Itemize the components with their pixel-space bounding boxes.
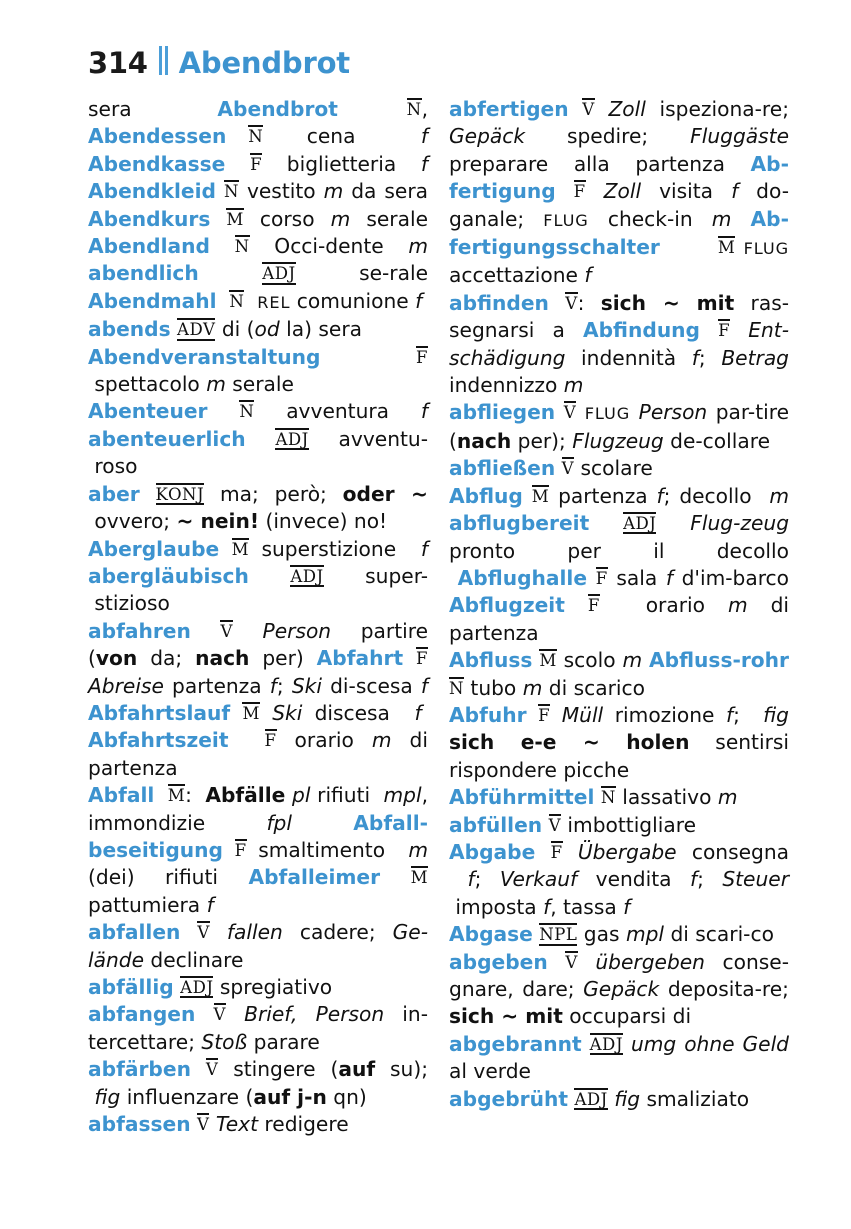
grammar-tag-n: N xyxy=(600,788,616,808)
gender-f: f xyxy=(414,700,422,725)
grammar-tag-f: F xyxy=(416,649,429,669)
grammar-tag-n: N xyxy=(406,100,422,119)
gender-m: m xyxy=(371,728,392,753)
phrase-auf: auf xyxy=(338,1057,376,1082)
headword-abfliegen: abfliegen xyxy=(449,400,556,425)
phrase-nach: nach xyxy=(195,646,250,671)
entry-abfallen: abfallen V fallen cadere; Ge-lände declinare xyxy=(88,920,429,972)
headword-aber: aber xyxy=(88,481,140,506)
cue-zoll: Zoll xyxy=(608,97,646,121)
headword-abflug: Abflug xyxy=(449,483,523,508)
entry-abfluss-group: Abfluss M scolo m Abfluss-rohr N tubo m di scarico xyxy=(449,648,789,700)
gender-m: m xyxy=(330,206,351,231)
gender-f: f xyxy=(543,894,551,919)
phrase-von: von xyxy=(95,646,138,671)
cue-steuer: Steuer xyxy=(722,867,789,892)
entry-abends: abends ADV di (od la) sera xyxy=(88,317,363,342)
gender-m: m xyxy=(711,206,732,231)
grammar-tag-n: N xyxy=(248,127,264,147)
grammar-tag-konj: KONJ xyxy=(155,484,205,504)
cue-gepaeck: Gepäck xyxy=(583,977,660,1001)
entry-abfuellen: abfüllen V imbottigliare xyxy=(449,812,696,837)
headword-abgeben: abgeben xyxy=(449,949,548,974)
grammar-tag-v: V xyxy=(197,923,210,943)
gender-m: m xyxy=(408,234,428,259)
grammar-tag-f: F xyxy=(250,154,263,174)
gender-f: f xyxy=(656,483,664,508)
grammar-tag-n: N xyxy=(449,678,464,698)
cue-person: Person xyxy=(638,400,708,425)
headword-abgabe: Abgabe xyxy=(449,839,536,864)
subject-label-flug: FLUG xyxy=(584,404,631,424)
grammar-tag-f: F xyxy=(234,840,247,860)
grammar-tag-f: F xyxy=(718,321,731,341)
double-rule-divider xyxy=(159,46,168,75)
entry-abflug-group: Abflug M partenza f; decollo m abflugbereit ADJ Flug-zeug pronto per il decollo Abflughalle F sala f d'im-barco Abflugzeit F orario m di partenza xyxy=(449,483,790,645)
headword-abgebrannt: abgebrannt xyxy=(449,1031,582,1056)
grammar-tag-adj: ADJ xyxy=(275,429,309,449)
subject-label-flug: FLUG xyxy=(743,239,789,259)
cue-gepaeck: Gepäck xyxy=(449,124,526,149)
grammar-tag-f: F xyxy=(573,182,586,202)
headword-abfaellig: abfällig xyxy=(88,975,174,999)
grammar-tag-f: F xyxy=(595,568,608,588)
cue-abreise: Abreise xyxy=(88,673,164,698)
headword-abendmahl: Abendmahl xyxy=(88,288,217,313)
headword-abfahrt: Abfahrt xyxy=(316,646,404,671)
grammar-tag-v: V xyxy=(197,1115,210,1135)
gender-m: m xyxy=(622,648,643,673)
phrase-nach: nach xyxy=(456,428,512,453)
gender-f: f xyxy=(623,894,631,919)
phrase-oder: oder ~ xyxy=(342,481,428,506)
entry-abfall-group: Abfall M: Abfälle pl rifiuti mpl, immondizie fpl Abfall-beseitigung F smaltimento m (dei) rifiuti Abfalleimer M pattumiera f xyxy=(88,783,429,917)
headword-abflughalle: Abflughalle xyxy=(457,565,588,590)
gender-f: f xyxy=(726,702,734,727)
headword-abfaerben: abfärben xyxy=(88,1057,191,1082)
gender-f: f xyxy=(206,892,214,917)
headword-abfinden: abfinden xyxy=(449,290,549,315)
entry-abfaerben: abfärben V stingere (auf su); fig influenzare (auf j-n qn) xyxy=(88,1057,428,1109)
headword-abfuehrmittel: Abführmittel xyxy=(449,785,595,810)
headword-abendveranstaltung: Abendveranstaltung xyxy=(88,344,321,369)
gender-f: f xyxy=(731,179,739,204)
headword-abfertigen: abfertigen xyxy=(449,97,569,121)
grammar-tag-m: M xyxy=(531,486,550,506)
headword-abfahrtslauf: Abfahrtslauf xyxy=(88,700,231,725)
headword-abendkasse: Abendkasse xyxy=(88,151,226,176)
grammar-tag-v: V xyxy=(220,621,233,641)
headword-abfuhr: Abfuhr xyxy=(449,702,527,727)
headword-abfassen: abfassen xyxy=(88,1112,191,1137)
subject-label-flug: FLUG xyxy=(543,210,589,230)
entry-abfahren-group: abfahren V Person partire (von da; nach per) Abfahrt F Abreise partenza f; Ski di-scesa f Abfahrtslauf M Ski discesa f Abfahrtszeit F orario m di partenza xyxy=(88,618,429,780)
entry-abfassen: abfassen V Text redigere xyxy=(88,1112,349,1137)
grammar-tag-m: M xyxy=(231,539,250,559)
marker-mpl: mpl xyxy=(625,922,665,947)
gender-f: f xyxy=(420,151,428,176)
headword-abfuellen: abfüllen xyxy=(449,812,543,837)
marker-fig: fig xyxy=(763,702,789,727)
cue-stoss: Stoß xyxy=(201,1029,248,1054)
gender-f: f xyxy=(584,263,592,288)
subject-label-rel: REL xyxy=(257,292,291,312)
headword-aberglaeubisch: abergläubisch xyxy=(88,563,249,588)
entry-abendbrot-group: sera Abendbrot N, Abendessen N cena f Abendkasse F biglietteria f Abendkleid N vestito m da sera Abendkurs M corso m serale Abendland N Occi-dente m abendlich ADJ se-rale Abendmahl N REL comunione f xyxy=(88,97,429,313)
headword-abfertigungsschalter: Ab-fertigungsschalter xyxy=(449,206,789,260)
gender-m: m xyxy=(769,483,789,508)
cue-betrag: Betrag xyxy=(721,345,789,370)
headword-abfall: Abfall xyxy=(88,783,155,808)
headword-abendland: Abendland xyxy=(88,234,210,259)
headword-abfallen: abfallen xyxy=(88,920,181,945)
grammar-tag-n: N xyxy=(239,402,255,422)
gender-f: f xyxy=(420,673,429,698)
grammar-tag-f: F xyxy=(587,596,600,616)
grammar-tag-adj: ADJ xyxy=(623,514,657,534)
gender-m: m xyxy=(206,372,226,397)
grammar-tag-adj: ADJ xyxy=(290,566,324,586)
grammar-tag-m: M xyxy=(226,209,244,229)
cue-entschaedigung: Ent-schädigung xyxy=(449,318,789,370)
grammar-tag-m: M xyxy=(717,238,736,258)
gender-f: f xyxy=(269,673,277,698)
entry-abfuehrmittel: Abführmittel N lassativo m xyxy=(449,785,738,810)
marker-fpl: fpl xyxy=(266,810,292,835)
marker-fig: fig xyxy=(94,1084,121,1109)
running-headword: Abendbrot xyxy=(178,46,350,80)
entry-aberglaube-group: Aberglaube M superstizione f abergläubisch ADJ super- stizioso xyxy=(88,536,428,616)
column-container xyxy=(0,96,851,1138)
cue-fluggaeste: Fluggäste xyxy=(690,124,789,149)
headword-abfahrtszeit: Abfahrtszeit xyxy=(88,728,229,753)
column-left xyxy=(88,96,428,1138)
entry-abgase: Abgase NPL gas mpl di scari-co xyxy=(449,922,774,947)
entry-aber: aber KONJ ma; però; oder ~ ovvero; ~ nein! (invece) no! xyxy=(88,481,428,534)
entry-abfinden-group: abfinden V: sich ~ mit ras-segnarsi a Abfindung F Ent-schädigung indennità f; Betrag indennizzo m xyxy=(449,290,789,398)
phrase-sich-mit: sich ~ mit xyxy=(449,1004,563,1029)
headword-abgase: Abgase xyxy=(449,922,533,947)
headword-abfliessen: abfließen xyxy=(449,456,556,481)
gender-m: m xyxy=(323,179,344,204)
grammar-tag-v: V xyxy=(548,815,562,835)
marker-umg: umg xyxy=(630,1031,677,1056)
cue-ski: Ski xyxy=(272,700,303,725)
cue-person: Person xyxy=(262,618,332,643)
gender-f: f xyxy=(415,288,423,313)
gender-f: f xyxy=(420,536,428,561)
entry-abfliessen: abfließen V scolare xyxy=(449,456,653,481)
grammar-tag-m: M xyxy=(410,868,429,888)
running-head xyxy=(88,44,350,88)
entry-abgabe: Abgabe F Übergabe consegna f; Verkauf vendita f; Steuer imposta f, tassa f xyxy=(449,839,790,919)
headword-abendessen: Abendessen xyxy=(88,124,227,149)
grammar-tag-v: V xyxy=(213,1005,226,1025)
phrase-nein: ~ nein! xyxy=(176,509,260,534)
grammar-tag-m: M xyxy=(167,786,186,806)
headword-abendkurs: Abendkurs xyxy=(88,206,211,231)
marker-pl: pl xyxy=(292,783,311,808)
headword-abflugbereit: abflugbereit xyxy=(449,511,590,536)
grammar-tag-m: M xyxy=(539,651,557,671)
headword-abfalleimer: Abfalleimer xyxy=(248,865,381,890)
grammar-tag-v: V xyxy=(582,100,595,119)
grammar-tag-adv: ADV xyxy=(177,320,216,340)
cue-fallen: fallen xyxy=(226,920,283,945)
grammar-tag-adj: ADJ xyxy=(180,978,214,997)
headword-abendlich: abendlich xyxy=(88,261,199,286)
phrase-sich-ee-holen: sich e-e ~ holen xyxy=(449,730,690,755)
headword-aberglaube: Aberglaube xyxy=(88,536,220,561)
gender-f: f xyxy=(467,867,475,892)
grammar-tag-n: N xyxy=(223,182,239,202)
cue-ohne-geld: ohne Geld xyxy=(684,1031,789,1056)
entry-abgeben: abgeben V übergeben conse-gnare, dare; Gepäck deposita-re; sich ~ mit occuparsi di xyxy=(449,949,790,1029)
cue-text: Text xyxy=(215,1112,258,1137)
entry-abenteuer-group: Abenteuer N avventura f abenteuerlich ADJ avventu- roso xyxy=(88,399,429,479)
headword-abflussrohr: Abfluss-rohr xyxy=(649,648,789,673)
headword-abfluss: Abfluss xyxy=(449,648,533,673)
grammar-tag-f: F xyxy=(264,731,277,751)
grammar-tag-n: N xyxy=(229,291,245,311)
headword-abenteuerlich: abenteuerlich xyxy=(88,426,246,451)
grammar-tag-v: V xyxy=(563,403,577,423)
grammar-tag-v: V xyxy=(561,459,575,479)
headword-abfahren: abfahren xyxy=(88,618,191,643)
marker-mpl: mpl xyxy=(383,783,422,808)
cue-gelaende: Ge-lände xyxy=(88,920,429,972)
cue-zoll: Zoll xyxy=(603,179,642,204)
gender-m: m xyxy=(522,675,543,700)
entry-abfangen: abfangen V Brief, Person in-tercettare; Stoß parare xyxy=(88,1002,428,1054)
phrase-abfaelle: Abfälle xyxy=(205,783,286,808)
cue-ski: Ski xyxy=(291,673,322,698)
headword-abends: abends xyxy=(88,317,171,342)
marker-od: od xyxy=(254,317,280,342)
gender-m: m xyxy=(727,593,748,618)
entry-abendveranstaltung: Abendveranstaltung F spettacolo m serale xyxy=(88,344,428,397)
headword-abfallbeseitigung: Abfall-beseitigung xyxy=(88,810,428,862)
grammar-tag-v: V xyxy=(565,293,578,313)
headword-abflugzeit: Abflugzeit xyxy=(449,593,565,618)
headword-abfertigung: Ab-fertigung xyxy=(449,151,789,204)
entry-abgebrannt: abgebrannt ADJ umg ohne Geld al verde xyxy=(449,1031,789,1084)
grammar-tag-adj: ADJ xyxy=(574,1089,608,1109)
gender-f: f xyxy=(689,867,698,892)
phrase-sich-mit: sich ~ mit xyxy=(600,290,735,315)
grammar-tag-f: F xyxy=(416,347,428,367)
column-right xyxy=(449,96,789,1138)
headword-abendkleid: Abendkleid xyxy=(88,179,216,204)
cue-muell: Müll xyxy=(561,702,604,727)
grammar-tag-m: M xyxy=(242,703,260,723)
entry-abfaellig: abfällig ADJ spregiativo xyxy=(88,975,333,999)
grammar-tag-v: V xyxy=(565,952,578,972)
cue-uebergabe: Übergabe xyxy=(577,839,677,864)
entry-abfuhr: Abfuhr F Müll rimozione f; fig sich e-e ~ holen sentirsi rispondere picche xyxy=(449,702,789,782)
headword-abgebrueht: abgebrüht xyxy=(449,1086,569,1111)
entry-abgebrueht: abgebrüht ADJ fig smaliziato xyxy=(449,1086,750,1111)
entry-abfliegen: abfliegen V FLUG Person par-tire (nach per); Flugzeug de-collare xyxy=(449,400,790,453)
cue-flugzeug: Flug-zeug xyxy=(690,511,790,536)
marker-fig: fig xyxy=(614,1086,641,1111)
gender-m: m xyxy=(717,785,738,810)
gender-m: m xyxy=(408,837,428,862)
entry-abfertigen-group: abfertigen V Zoll ispeziona-re; Gepäck spedire; Fluggäste preparare alla partenza Ab-fertigung F Zoll visita f do-ganale; FLUG check-in m Ab-fertigungsschalter M FLUG accettazione f xyxy=(449,97,790,288)
headword-abendbrot: Abendbrot xyxy=(217,97,338,121)
gender-m: m xyxy=(563,373,584,398)
cue-uebergeben: übergeben xyxy=(595,949,705,974)
gender-f: f xyxy=(420,399,429,424)
cue-flugzeug: Flugzeug xyxy=(572,428,664,453)
grammar-tag-adj: ADJ xyxy=(262,264,296,284)
cue-brief-person: Brief, Person xyxy=(244,1002,385,1027)
grammar-tag-npl: NPL xyxy=(539,925,578,945)
gender-f: f xyxy=(420,124,428,149)
cue-verkauf: Verkauf xyxy=(499,867,578,892)
gender-f: f xyxy=(665,565,673,590)
headword-abenteuer: Abenteuer xyxy=(88,399,208,424)
headword-abfangen: abfangen xyxy=(88,1002,196,1027)
grammar-tag-v: V xyxy=(205,1060,219,1080)
headword-abfindung: Abfindung xyxy=(582,318,701,343)
grammar-tag-f: F xyxy=(538,705,551,725)
grammar-tag-adj: ADJ xyxy=(589,1034,623,1054)
page-number: 314 xyxy=(88,46,148,80)
gender-f: f xyxy=(691,345,699,370)
grammar-tag-f: F xyxy=(550,842,563,862)
phrase-auf-jn: auf j-n xyxy=(253,1084,327,1109)
grammar-tag-n: N xyxy=(234,237,250,257)
